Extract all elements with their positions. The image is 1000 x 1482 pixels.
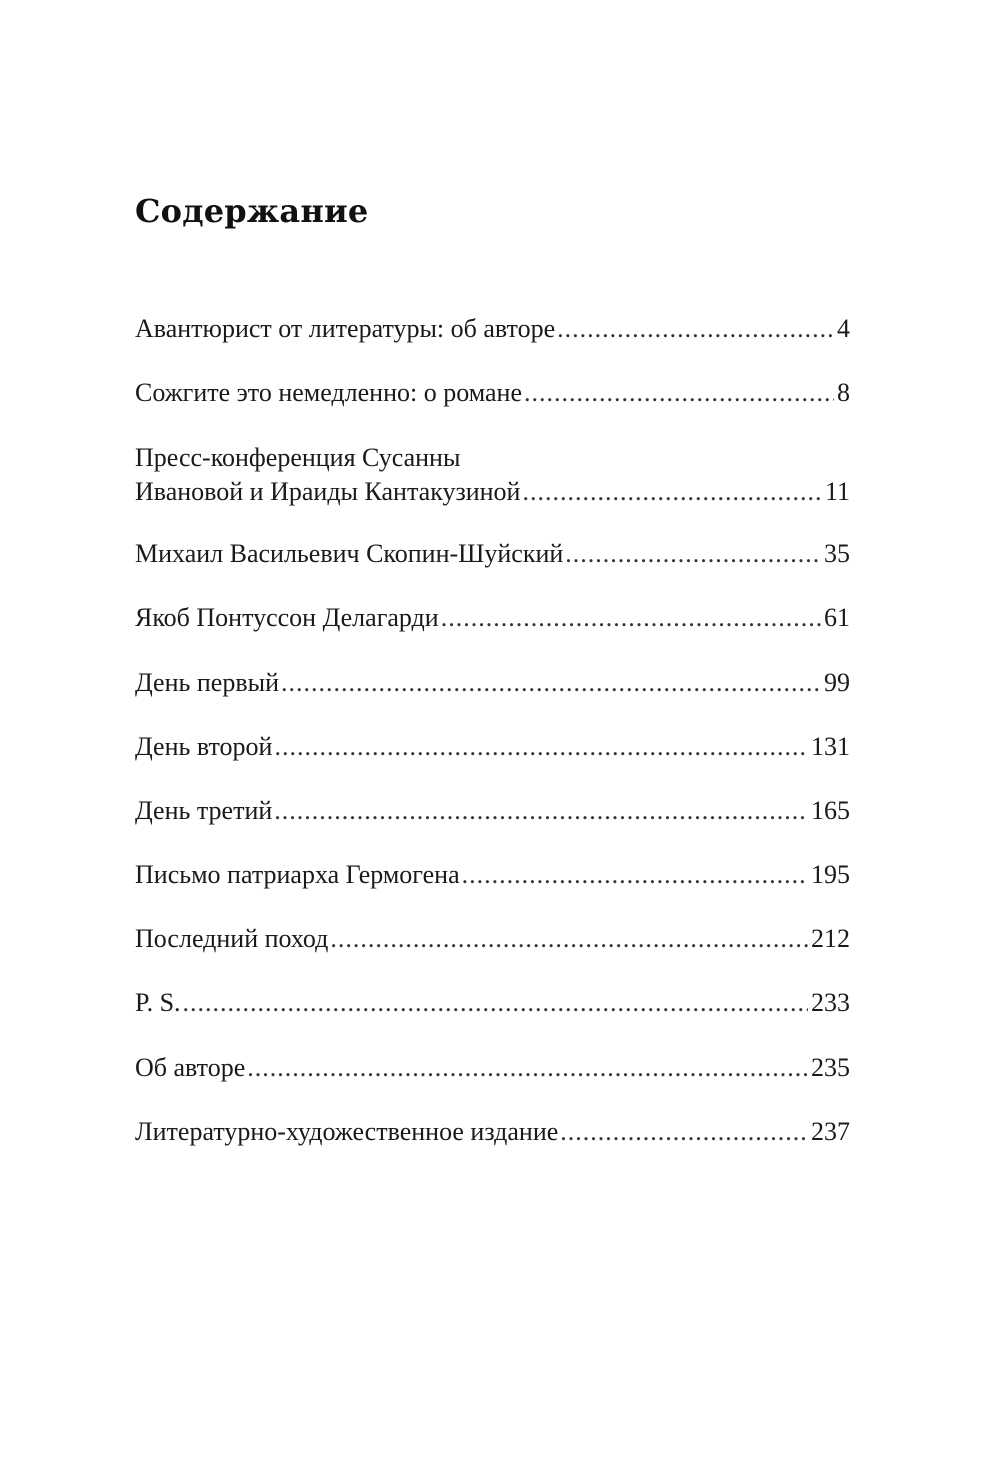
toc-entry — [135, 376, 850, 410]
dot-leader — [274, 730, 808, 764]
toc-entry-page: 212 — [811, 924, 850, 953]
toc-entry — [135, 441, 850, 509]
dot-leader — [183, 986, 808, 1020]
toc-entry-page: 35 — [824, 539, 850, 568]
toc-entry-title: День второй — [135, 732, 273, 761]
toc-entry-page: 195 — [811, 860, 850, 889]
toc-entry-title: Авантюрист от литературы: об авторе — [135, 314, 556, 343]
toc-entry — [135, 312, 850, 346]
toc-entry — [135, 1051, 850, 1085]
toc-entry-page: 61 — [824, 603, 850, 632]
dot-leader — [565, 537, 821, 571]
dot-leader — [522, 475, 821, 509]
toc-entry-title: Письмо патриарха Гермогена — [135, 860, 460, 889]
dot-leader — [560, 1115, 808, 1149]
toc-entry-title: P. S. — [135, 988, 181, 1017]
dot-leader — [281, 666, 821, 700]
toc-entry-page: 99 — [824, 668, 850, 697]
dot-leader — [524, 376, 834, 410]
toc-entry — [135, 666, 850, 700]
dot-leader — [557, 312, 834, 346]
toc-entry-page: 165 — [811, 796, 850, 825]
toc-entry — [135, 730, 850, 764]
toc-entry — [135, 601, 850, 635]
toc-entry-page: 237 — [811, 1117, 850, 1146]
dot-leader — [330, 922, 808, 956]
toc-entry — [135, 1115, 850, 1149]
toc-entry-title: Михаил Васильевич Скопин-Шуйский — [135, 539, 564, 568]
toc-entry-title: День третий — [135, 796, 273, 825]
dot-leader — [441, 601, 821, 635]
toc-entry-page: 11 — [824, 477, 850, 506]
toc-heading: Содержание — [135, 192, 369, 230]
toc-entry-page: 131 — [811, 732, 850, 761]
toc-entry-title: Сожгите это немедленно: о романе — [135, 378, 522, 407]
toc-entry-title: Об авторе — [135, 1053, 246, 1082]
toc-entry — [135, 537, 850, 571]
toc-entry-page: 235 — [811, 1053, 850, 1082]
dot-leader — [247, 1051, 808, 1085]
toc-entry — [135, 986, 850, 1020]
toc-entry — [135, 858, 850, 892]
toc-entry-page: 4 — [837, 314, 850, 343]
toc-entry-title: Ивановой и Ираиды Кантакузиной — [135, 477, 521, 506]
toc-entry-page: 233 — [811, 988, 850, 1017]
toc-entry-title: Последний поход — [135, 924, 329, 953]
toc-entry-title: День первый — [135, 668, 279, 697]
toc-entry — [135, 794, 850, 828]
toc-entry-title-line1: Пресс-конференция Сусанны — [135, 443, 461, 472]
toc-entry-title: Литературно-художественное издание — [135, 1117, 559, 1146]
dot-leader — [274, 794, 808, 828]
toc-entry-page: 8 — [837, 378, 850, 407]
toc-entry — [135, 922, 850, 956]
dot-leader — [462, 858, 808, 892]
toc-entry-title: Якоб Понтуссон Делагарди — [135, 603, 439, 632]
